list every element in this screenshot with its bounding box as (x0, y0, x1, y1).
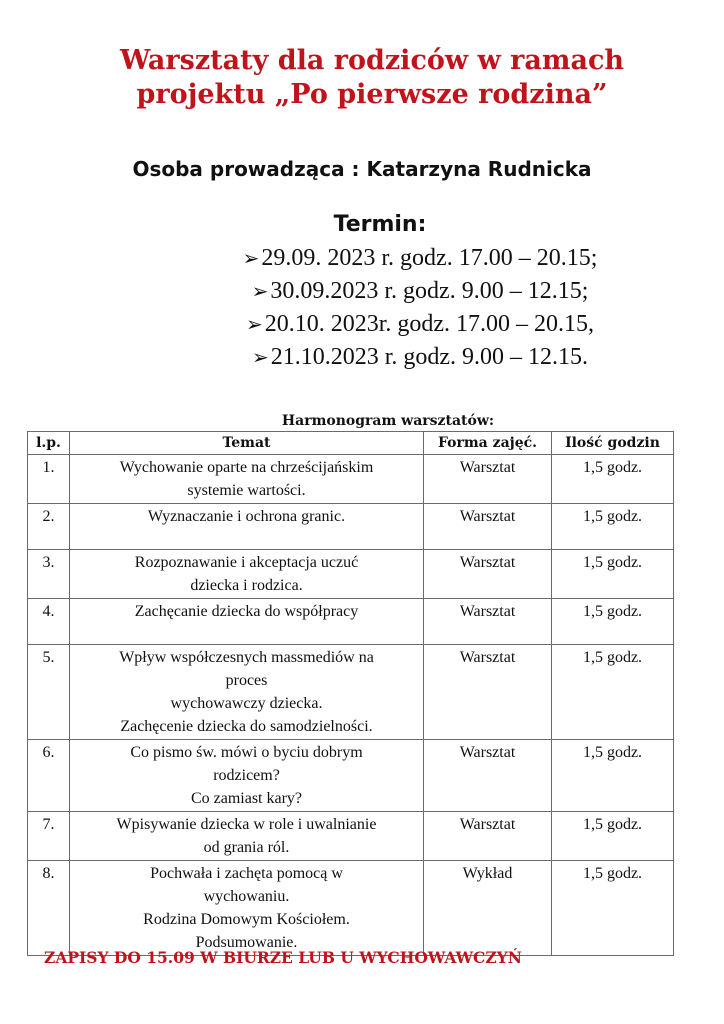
topic-line: Zachęcanie dziecka do współpracy (134, 603, 359, 620)
table-row (28, 504, 674, 550)
cell-hours: 1,5 godz. (552, 504, 674, 550)
cell-form: Warsztat (424, 455, 552, 504)
cell-hours: 1,5 godz. (552, 550, 674, 599)
cell-topic (70, 861, 424, 956)
topic-line: rodzicem? (213, 767, 280, 784)
cell-form: Warsztat (424, 740, 552, 812)
table-row (28, 599, 674, 645)
cell-lp: 6. (28, 740, 70, 812)
cell-form: Warsztat (424, 599, 552, 645)
cell-form: Warsztat (424, 504, 552, 550)
cell-lp: 4. (28, 599, 70, 645)
date-text: 21.10.2023 r. godz. 9.00 – 12.15. (270, 344, 589, 370)
cell-topic (70, 599, 424, 645)
topic-line: Podsumowanie. (195, 934, 298, 951)
arrow-bullet-icon: ➢ (251, 279, 269, 303)
topic-line: Wpływ współczesnych massmediów na (119, 649, 374, 666)
table-row (28, 812, 674, 861)
topic-line: proces (225, 672, 268, 689)
date-item (140, 275, 700, 308)
cell-lp: 5. (28, 645, 70, 740)
table-row (28, 455, 674, 504)
topic-line: Wychowanie oparte na chrześcijańskim (119, 459, 374, 476)
topic-line: Co pismo św. mówi o byciu dobrym (130, 744, 363, 761)
cell-topic (70, 504, 424, 550)
cell-hours: 1,5 godz. (552, 812, 674, 861)
cell-hours: 1,5 godz. (552, 740, 674, 812)
table-header-row (28, 432, 674, 455)
topic-line: Wpisywanie dziecka w role i uwalnianie (116, 816, 377, 833)
topic-line: dziecka i rodzica. (190, 577, 303, 594)
cell-hours: 1,5 godz. (552, 455, 674, 504)
page-title (40, 44, 704, 112)
date-list (140, 242, 700, 374)
title-line-1: Warsztaty dla rodziców w ramach (119, 45, 625, 76)
cell-lp: 7. (28, 812, 70, 861)
topic-line: wychowawczy dziecka. (170, 695, 323, 712)
date-item (140, 242, 700, 275)
arrow-bullet-icon: ➢ (242, 246, 260, 270)
date-text: 30.09.2023 r. godz. 9.00 – 12.15; (270, 278, 589, 304)
arrow-bullet-icon: ➢ (251, 345, 269, 369)
cell-form: Warsztat (424, 550, 552, 599)
cell-form: Wykład (424, 861, 552, 956)
cell-topic (70, 645, 424, 740)
cell-lp: 3. (28, 550, 70, 599)
cell-form: Warsztat (424, 645, 552, 740)
title-line-2: projektu „Po pierwsze rodzina” (136, 79, 608, 110)
table-row (28, 645, 674, 740)
topic-line: od grania ról. (203, 839, 290, 856)
topic-line: Rozpoznawanie i akceptacja uczuć (134, 554, 359, 571)
schedule-table (27, 431, 674, 956)
cell-topic (70, 455, 424, 504)
topic-line: Co zamiast kary? (190, 790, 303, 807)
header-topic: Temat (70, 432, 424, 455)
registration-note: ZAPISY DO 15.09 W BIURZE LUB U WYCHOWAWCZYŃ (44, 948, 522, 967)
table-row (28, 550, 674, 599)
cell-lp: 2. (28, 504, 70, 550)
cell-lp: 1. (28, 455, 70, 504)
topic-line: Zachęcenie dziecka do samodzielności. (120, 718, 373, 735)
cell-hours: 1,5 godz. (552, 861, 674, 956)
cell-lp: 8. (28, 861, 70, 956)
date-item (140, 341, 700, 374)
cell-hours: 1,5 godz. (552, 645, 674, 740)
cell-form: Warsztat (424, 812, 552, 861)
header-hours: Ilość godzin (552, 432, 674, 455)
arrow-bullet-icon: ➢ (245, 312, 263, 336)
host-name: Osoba prowadząca : Katarzyna Rudnicka (132, 157, 592, 181)
header-lp: l.p. (28, 432, 70, 455)
table-caption: Harmonogram warsztatów: (281, 413, 495, 429)
topic-line: wychowaniu. (203, 888, 290, 905)
topic-line: Pochwała i zachęta pomocą w (150, 865, 343, 882)
date-text: 29.09. 2023 r. godz. 17.00 – 20.15; (261, 245, 598, 271)
topic-line: Rodzina Domowym Kościołem. (143, 911, 350, 928)
header-form: Forma zajęć. (424, 432, 552, 455)
date-item (140, 308, 700, 341)
table-row (28, 740, 674, 812)
cell-topic (70, 812, 424, 861)
cell-topic (70, 740, 424, 812)
cell-topic (70, 550, 424, 599)
cell-hours: 1,5 godz. (552, 599, 674, 645)
table-row (28, 861, 674, 956)
termin-heading: Termin: (333, 212, 427, 237)
topic-line: Wyznaczanie i ochrona granic. (147, 508, 346, 525)
date-text: 20.10. 2023r. godz. 17.00 – 20.15, (264, 311, 595, 337)
topic-line: systemie wartości. (187, 482, 306, 499)
